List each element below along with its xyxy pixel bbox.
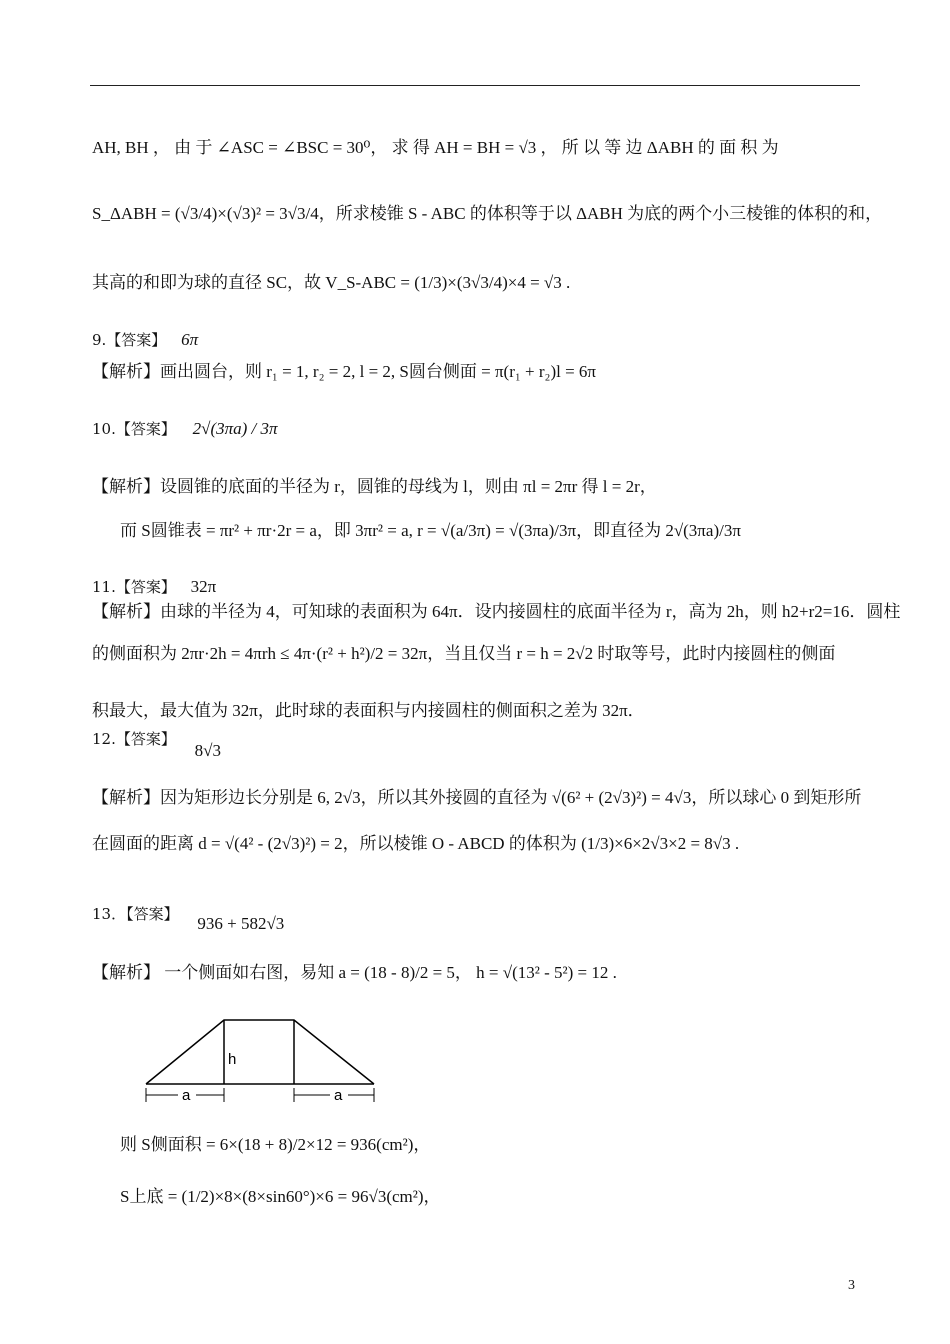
calc-line: 则 S侧面积 = 6×(18 + 8)/2×12 = 936(cm²)，: [120, 1135, 431, 1154]
a-label-left: a: [182, 1087, 191, 1104]
answer-line: [92, 728, 221, 760]
answer-value: 8√3: [194, 741, 221, 760]
trapezoid-figure: [140, 1016, 380, 1106]
analysis-line: 的侧面积为 2πr·2h = 4πrh ≤ 4π·(r² + h²)/2 = 32π，当且仅当 r = h = 2√2 时取等号，此时内接圆柱的侧面: [92, 644, 836, 663]
answer-value: 936 + 582√3: [197, 914, 285, 933]
text-line: AH, BH ， 由 于 ∠ASC = ∠BSC = 30⁰， 求 得 AH = BH = √3 ， 所 以 等 边 ΔABH 的 面 积 为: [92, 138, 779, 157]
analysis-line: 【解析】 一个侧面如右图，易知 a = (18 - 8)/2 = 5， h = √(13² - 5²) = 12 .: [92, 963, 617, 982]
analysis-line: 【解析】设圆锥的底面的半径为 r，圆锥的母线为 l，则由 πl = 2πr 得 l = 2r，: [92, 477, 657, 496]
answer-line: [92, 903, 285, 933]
analysis-line: 【解析】画出圆台，则 r₁ = 1, r₂ = 2, l = 2, S圆台侧面 = π(r₁ + r₂)l = 6π: [92, 362, 597, 381]
analysis-line: 【解析】因为矩形边长分别是 6, 2√3，所以其外接圆的直径为 √(6² + (2√3)²) = 4√3，所以球心 0 到矩形所: [92, 788, 862, 807]
h-label: h: [228, 1051, 237, 1068]
answer-line: [92, 576, 216, 598]
answer-label: 13．【答案】: [92, 905, 179, 923]
answer-value: 32π: [190, 577, 217, 596]
trapezoid-outline: [146, 1020, 374, 1084]
header-rule: [90, 85, 860, 86]
answer-line: [92, 329, 198, 351]
page-number: 3: [848, 1278, 855, 1293]
answer-label: 10.【答案】: [92, 420, 176, 438]
analysis-line: 积最大，最大值为 32π，此时球的表面积与内接圆柱的侧面积之差为 32π．: [92, 701, 645, 720]
a-label-right: a: [334, 1087, 343, 1104]
text-line: 其高的和即为球的直径 SC，故 V_S-ABC = (1/3)×(3√3/4)×4 = √3 .: [92, 273, 571, 292]
answer-line: [92, 418, 278, 440]
answer-label: 12.【答案】: [92, 730, 176, 748]
answer-label: 11.【答案】: [92, 578, 176, 596]
analysis-line: 而 S圆锥表 = πr² + πr·2r = a，即 3πr² = a, r = √(a/3π) = √(3πa)/3π，即直径为 2√(3πa)/3π: [120, 521, 741, 540]
text-line: S_ΔABH = (√3/4)×(√3)² = 3√3/4，所求棱锥 S - ABC 的体积等于以 ΔABH 为底的两个小三棱锥的体积的和，: [92, 204, 883, 223]
answer-value: 2√(3πa) / 3π: [192, 419, 278, 438]
analysis-line: 在圆面的距离 d = √(4² - (2√3)²) = 2，所以棱锥 O - ABCD 的体积为 (1/3)×6×2√3×2 = 8√3 .: [92, 834, 740, 853]
answer-value: 6π: [181, 330, 199, 349]
answer-label: 9.【答案】: [92, 331, 167, 349]
calc-line: S上底 = (1/2)×8×(8×sin60°)×6 = 96√3(cm²)，: [120, 1187, 441, 1206]
analysis-line: 【解析】由球的半径为 4，可知球的表面积为 64π．设内接圆柱的底面半径为 r，高为 2h，则 h2+r2=16．圆柱: [92, 602, 901, 621]
